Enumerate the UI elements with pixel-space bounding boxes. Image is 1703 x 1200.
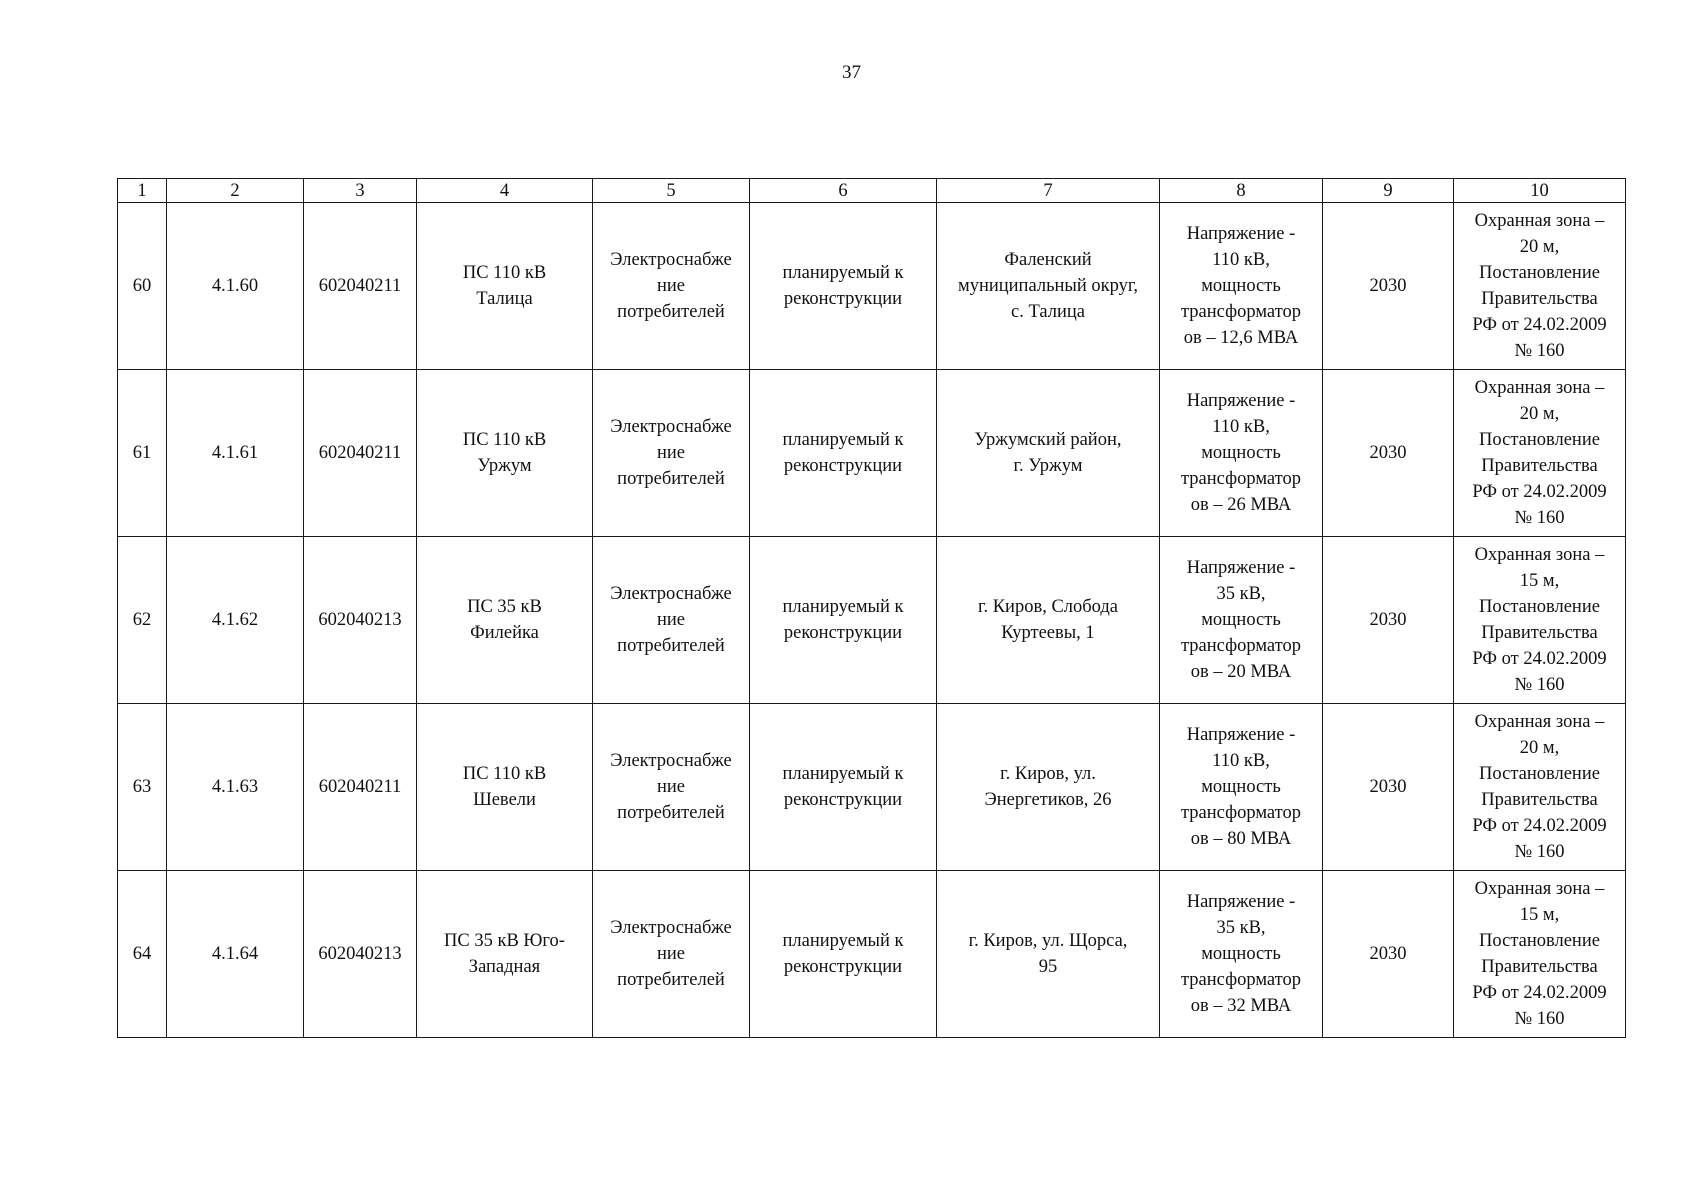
row-number-cell: 60 xyxy=(118,203,167,370)
index-cell: 4.1.61 xyxy=(167,370,304,537)
status-cell: планируемый к реконструкции xyxy=(750,704,937,871)
index-cell: 4.1.62 xyxy=(167,537,304,704)
location-cell: Фаленский муниципальный округ, с. Талица xyxy=(937,203,1160,370)
location-cell: г. Киров, ул. Щорса, 95 xyxy=(937,871,1160,1038)
purpose-cell: Электроснабже ние потребителей xyxy=(593,871,750,1038)
purpose-cell: Электроснабже ние потребителей xyxy=(593,370,750,537)
object-name-cell: ПС 110 кВ Уржум xyxy=(417,370,593,537)
protection-zone-cell: Охранная зона – 20 м, Постановление Правительства РФ от 24.02.2009 № 160 xyxy=(1454,203,1626,370)
year-cell: 2030 xyxy=(1323,370,1454,537)
characteristics-cell: Напряжение - 110 кВ, мощность трансформатор ов – 26 МВА xyxy=(1160,370,1323,537)
characteristics-cell: Напряжение - 110 кВ, мощность трансформатор ов – 80 МВА xyxy=(1160,704,1323,871)
location-cell: Уржумский район, г. Уржум xyxy=(937,370,1160,537)
index-cell: 4.1.60 xyxy=(167,203,304,370)
header-cell: 1 xyxy=(118,179,167,203)
header-cell: 2 xyxy=(167,179,304,203)
table-row xyxy=(118,537,1626,704)
index-cell: 4.1.63 xyxy=(167,704,304,871)
header-cell: 3 xyxy=(304,179,417,203)
header-cell: 8 xyxy=(1160,179,1323,203)
year-cell: 2030 xyxy=(1323,704,1454,871)
code-cell: 602040213 xyxy=(304,537,417,704)
purpose-cell: Электроснабже ние потребителей xyxy=(593,537,750,704)
header-cell: 5 xyxy=(593,179,750,203)
objects-table xyxy=(117,178,1626,1038)
code-cell: 602040211 xyxy=(304,203,417,370)
table-header xyxy=(118,179,1626,203)
object-name-cell: ПС 110 кВ Шевели xyxy=(417,704,593,871)
purpose-cell: Электроснабже ние потребителей xyxy=(593,704,750,871)
year-cell: 2030 xyxy=(1323,537,1454,704)
status-cell: планируемый к реконструкции xyxy=(750,203,937,370)
header-cell: 4 xyxy=(417,179,593,203)
object-name-cell: ПС 35 кВ Юго- Западная xyxy=(417,871,593,1038)
header-cell: 10 xyxy=(1454,179,1626,203)
purpose-cell: Электроснабже ние потребителей xyxy=(593,203,750,370)
table-row xyxy=(118,203,1626,370)
table-row xyxy=(118,704,1626,871)
code-cell: 602040211 xyxy=(304,704,417,871)
year-cell: 2030 xyxy=(1323,871,1454,1038)
header-cell: 9 xyxy=(1323,179,1454,203)
row-number-cell: 64 xyxy=(118,871,167,1038)
protection-zone-cell: Охранная зона – 20 м, Постановление Правительства РФ от 24.02.2009 № 160 xyxy=(1454,704,1626,871)
characteristics-cell: Напряжение - 35 кВ, мощность трансформатор ов – 32 МВА xyxy=(1160,871,1323,1038)
characteristics-cell: Напряжение - 110 кВ, мощность трансформатор ов – 12,6 МВА xyxy=(1160,203,1323,370)
index-cell: 4.1.64 xyxy=(167,871,304,1038)
object-name-cell: ПС 110 кВ Талица xyxy=(417,203,593,370)
protection-zone-cell: Охранная зона – 20 м, Постановление Правительства РФ от 24.02.2009 № 160 xyxy=(1454,370,1626,537)
row-number-cell: 62 xyxy=(118,537,167,704)
status-cell: планируемый к реконструкции xyxy=(750,370,937,537)
table-row xyxy=(118,871,1626,1038)
row-number-cell: 63 xyxy=(118,704,167,871)
protection-zone-cell: Охранная зона – 15 м, Постановление Правительства РФ от 24.02.2009 № 160 xyxy=(1454,871,1626,1038)
status-cell: планируемый к реконструкции xyxy=(750,537,937,704)
header-cell: 6 xyxy=(750,179,937,203)
header-row xyxy=(118,179,1626,203)
location-cell: г. Киров, Слобода Куртеевы, 1 xyxy=(937,537,1160,704)
code-cell: 602040213 xyxy=(304,871,417,1038)
status-cell: планируемый к реконструкции xyxy=(750,871,937,1038)
protection-zone-cell: Охранная зона – 15 м, Постановление Правительства РФ от 24.02.2009 № 160 xyxy=(1454,537,1626,704)
year-cell: 2030 xyxy=(1323,203,1454,370)
code-cell: 602040211 xyxy=(304,370,417,537)
table-row xyxy=(118,370,1626,537)
header-cell: 7 xyxy=(937,179,1160,203)
row-number-cell: 61 xyxy=(118,370,167,537)
location-cell: г. Киров, ул. Энергетиков, 26 xyxy=(937,704,1160,871)
characteristics-cell: Напряжение - 35 кВ, мощность трансформатор ов – 20 МВА xyxy=(1160,537,1323,704)
table-body xyxy=(118,203,1626,1038)
page-number: 37 xyxy=(842,62,861,83)
object-name-cell: ПС 35 кВ Филейка xyxy=(417,537,593,704)
